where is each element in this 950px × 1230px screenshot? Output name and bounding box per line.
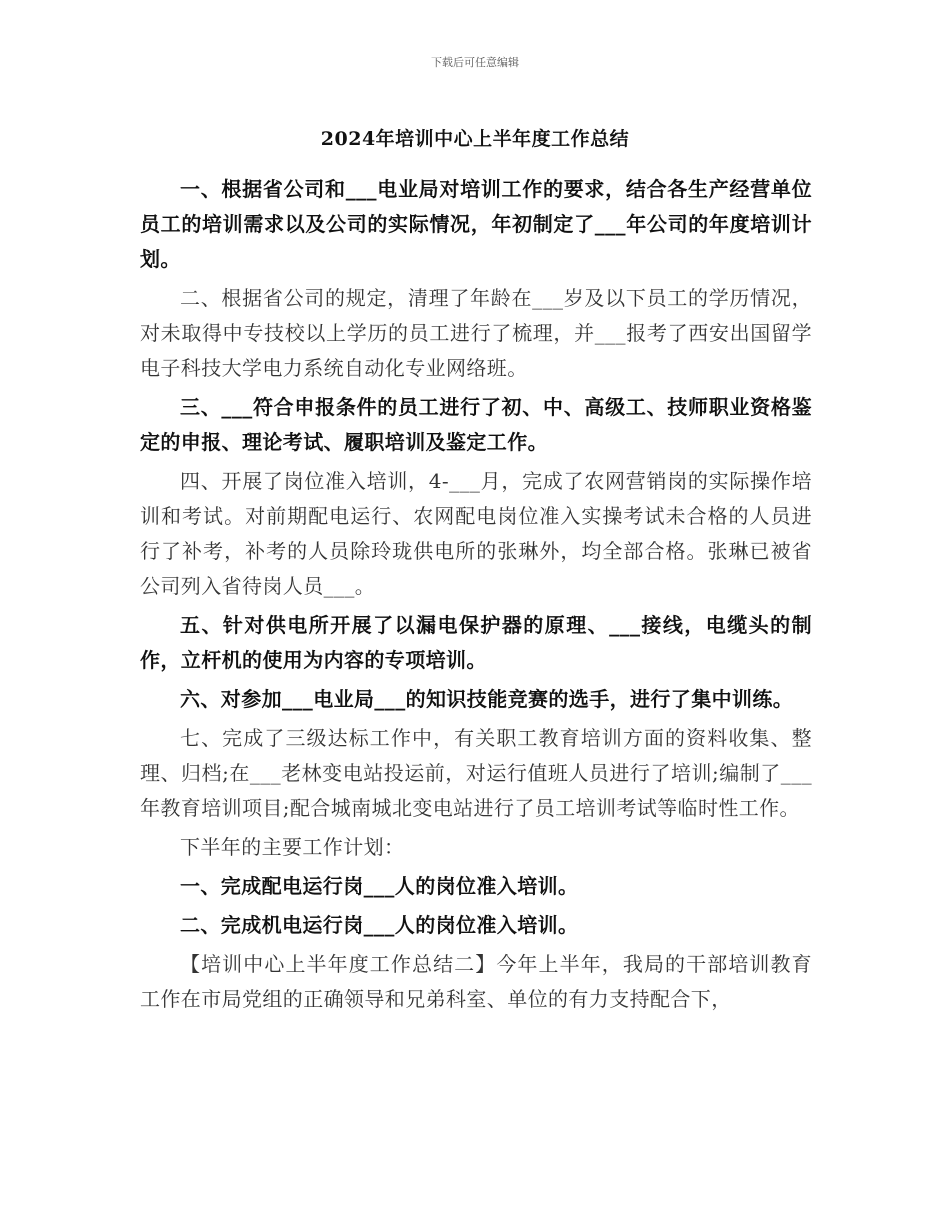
plan-item-1: 一、完成配电运行岗___人的岗位准入培训。 [180,874,579,898]
download-watermark: 下载后可任意编辑 [431,56,519,69]
paragraph-5: 五、针对供电所开展了以漏电保护器的原理、___接线，电缆头的制作，立杆机的使用为内容的专项培训。 [140,613,812,672]
plan-heading: 下半年的主要工作计划： [180,835,405,859]
summary-two-intro: 【培训中心上半年度工作总结二】今年上半年，我局的干部培训教育工作在市局党组的正确领导和兄弟科室、单位的有力支持配合下， [140,952,812,1011]
document-title: 2024年培训中心上半年度工作总结 [320,128,630,150]
paragraph-3: 三、___符合申报条件的员工进行了初、中、高级工、技师职业资格鉴定的申报、理论考试、履职培训及鉴定工作。 [140,395,812,454]
paragraph-1: 一、根据省公司和___电业局对培训工作的要求，结合各生产经营单位员工的培训需求以及公司的实际情况，年初制定了___年公司的年度培训计划。 [140,177,812,271]
paragraph-4: 四、开展了岗位准入培训，4-___月，完成了农网营销岗的实际操作培训和考试。对前期配电运行、农网配电岗位准入实操考试未合格的人员进行了补考，补考的人员除玲珑供电所的张琳外，均全部合格。张琳已被省公司列入省待岗人员___。 [140,469,812,598]
plan-item-2: 二、完成机电运行岗___人的岗位准入培训。 [180,913,579,937]
document-body [140,172,812,1021]
paragraph-7: 七、完成了三级达标工作中，有关职工教育培训方面的资料收集、整理、归档;在___老林变电站投运前，对运行值班人员进行了培训;编制了___年教育培训项目;配合城南城北变电站进行了员工培训考试等临时性工作。 [140,726,812,820]
paragraph-2: 二、根据省公司的规定，清理了年龄在___岁及以下员工的学历情况，对未取得中专技校以上学历的员工进行了梳理，并___报考了西安出国留学电子科技大学电力系统自动化专业网络班。 [140,286,812,380]
paragraph-6: 六、对参加___电业局___的知识技能竞赛的选手，进行了集中训练。 [180,687,794,711]
